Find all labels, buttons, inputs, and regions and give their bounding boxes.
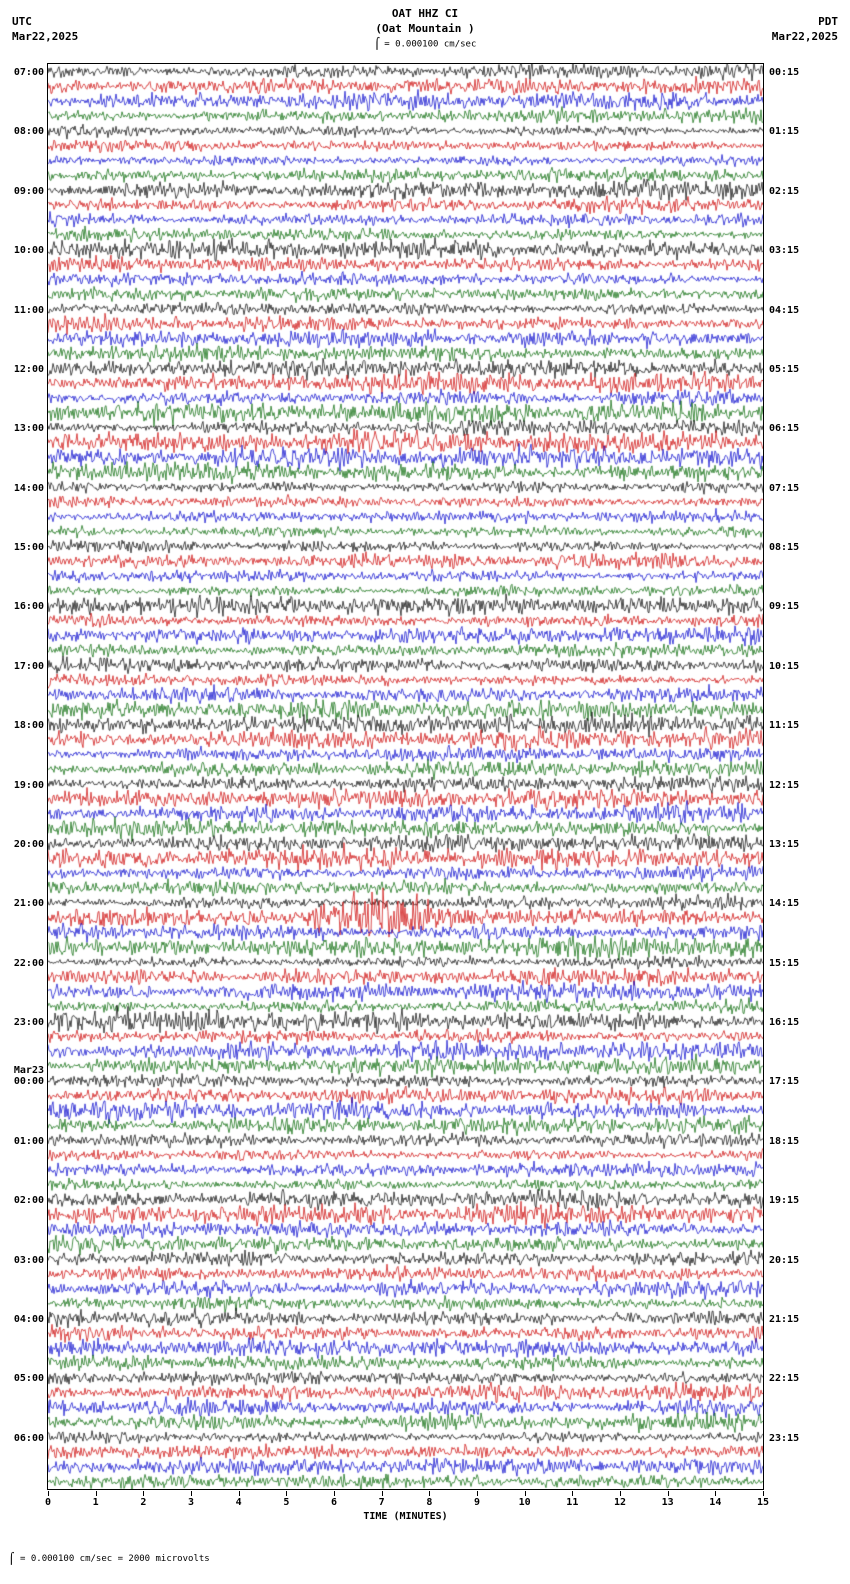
left-time-label: 01:00 (13, 1135, 44, 1147)
left-time-label: 20:00 (13, 838, 44, 850)
right-time-label: 14:15 (769, 898, 800, 910)
right-time-label: 05:15 (769, 363, 800, 375)
left-time-label: 03:00 (13, 1254, 44, 1266)
right-time-label: 23:15 (769, 1432, 800, 1444)
x-tick (48, 1491, 49, 1496)
right-time-label: 02:15 (769, 185, 800, 197)
right-time-label: 15:15 (769, 957, 800, 969)
left-time-label: 16:00 (13, 601, 44, 613)
left-time-label: 04:00 (13, 1313, 44, 1325)
x-axis (44, 1491, 770, 1522)
right-time-label: 20:15 (769, 1254, 800, 1266)
right-time-label: 17:15 (769, 1076, 800, 1088)
x-tick-label: 10 (518, 1497, 531, 1508)
station-code-label: OAT HHZ CI (391, 7, 459, 20)
left-time-label: 13:00 (13, 423, 44, 435)
left-time-label: 12:00 (13, 363, 44, 375)
right-time-label: 01:15 (769, 126, 800, 138)
right-time-axis (767, 63, 847, 1490)
seismogram-plot (47, 63, 764, 1490)
left-time-label: 17:00 (13, 660, 44, 672)
x-tick (620, 1491, 621, 1496)
right-time-label: 07:15 (769, 482, 800, 494)
right-time-label: 06:15 (769, 423, 800, 435)
left-time-label: 00:00 (13, 1076, 44, 1088)
footer-scale-label: = 0.000100 cm/sec = 2000 microvolts (20, 1554, 210, 1564)
x-tick-label: 3 (187, 1497, 195, 1508)
left-time-axis (0, 63, 44, 1490)
x-tick (715, 1491, 716, 1496)
x-tick-label: 0 (44, 1497, 52, 1508)
x-tick (525, 1491, 526, 1496)
left-time-label: 09:00 (13, 185, 44, 197)
right-time-label: 00:15 (769, 67, 800, 78)
left-time-label: 02:00 (13, 1195, 44, 1207)
x-tick-label: 9 (473, 1497, 481, 1508)
left-time-label: 21:00 (13, 898, 44, 910)
x-tick-label: 5 (283, 1497, 290, 1508)
seismogram-canvas (48, 64, 763, 1489)
left-time-label: 19:00 (13, 779, 44, 791)
scale-bar-row (0, 38, 850, 51)
left-time-label: 14:00 (13, 482, 44, 494)
left-time-label: 23:00 (13, 1017, 44, 1028)
footer-scale-note (8, 1552, 210, 1565)
x-tick (334, 1491, 335, 1496)
left-time-label: 05:00 (13, 1373, 44, 1385)
scale-bar-label: = 0.000100 cm/sec (384, 39, 477, 50)
x-tick-label: 12 (613, 1497, 627, 1508)
x-axis-title: TIME (MINUTES) (363, 1511, 448, 1522)
left-time-label: 07:00 (13, 67, 44, 78)
x-tick-label: 8 (426, 1497, 433, 1508)
scale-bar-icon: ⌠ (373, 37, 381, 50)
footer-scale-icon: ⌠ (8, 1552, 15, 1565)
right-time-label: 22:15 (769, 1373, 800, 1385)
x-tick-label: 14 (709, 1497, 722, 1508)
right-time-label: 10:15 (769, 660, 800, 672)
x-tick (286, 1491, 287, 1496)
left-time-label: 08:00 (13, 126, 44, 138)
x-tick (668, 1491, 669, 1496)
timezone-utc-label: UTC (12, 15, 32, 28)
right-time-label: 19:15 (769, 1195, 800, 1207)
x-tick-label: 15 (756, 1497, 770, 1508)
pdt-date-label: Mar22,2025 (771, 30, 838, 43)
left-time-label: 10:00 (13, 245, 44, 257)
utc-date-label: Mar22,2025 (12, 30, 79, 43)
x-tick (477, 1491, 478, 1496)
right-time-label: 09:15 (769, 601, 800, 613)
timezone-pdt-label: PDT (818, 15, 838, 28)
x-tick (239, 1491, 240, 1496)
left-time-label: 22:00 (13, 957, 44, 969)
x-tick (763, 1491, 764, 1496)
x-tick-label: 2 (140, 1497, 147, 1508)
left-time-label: 15:00 (13, 542, 44, 553)
x-tick-label: 1 (92, 1497, 99, 1508)
right-time-label: 21:15 (769, 1313, 800, 1325)
x-tick-label: 13 (661, 1497, 674, 1508)
x-tick (191, 1491, 192, 1496)
right-time-label: 08:15 (769, 542, 800, 553)
left-time-label: 11:00 (13, 304, 44, 316)
x-tick (382, 1491, 383, 1496)
right-time-label: 16:15 (769, 1017, 800, 1028)
right-time-label: 04:15 (769, 304, 800, 316)
right-time-label: 18:15 (769, 1135, 800, 1147)
right-time-label: 13:15 (769, 838, 800, 850)
left-time-label: 06:00 (13, 1432, 44, 1444)
right-time-label: 11:15 (769, 720, 800, 732)
left-date-label: Mar23 (13, 1065, 44, 1077)
x-tick-label: 6 (330, 1497, 338, 1508)
x-tick (143, 1491, 144, 1496)
x-tick-label: 11 (566, 1497, 579, 1508)
x-tick-label: 7 (378, 1497, 385, 1508)
left-time-label: 18:00 (13, 720, 44, 732)
x-tick-label: 4 (235, 1497, 242, 1508)
x-tick (429, 1491, 430, 1496)
right-time-label: 12:15 (769, 779, 800, 791)
header-center (0, 6, 850, 36)
x-tick (572, 1491, 573, 1496)
x-tick (96, 1491, 97, 1496)
right-time-label: 03:15 (769, 245, 800, 257)
station-name-label: (Oat Mountain ) (375, 22, 475, 35)
